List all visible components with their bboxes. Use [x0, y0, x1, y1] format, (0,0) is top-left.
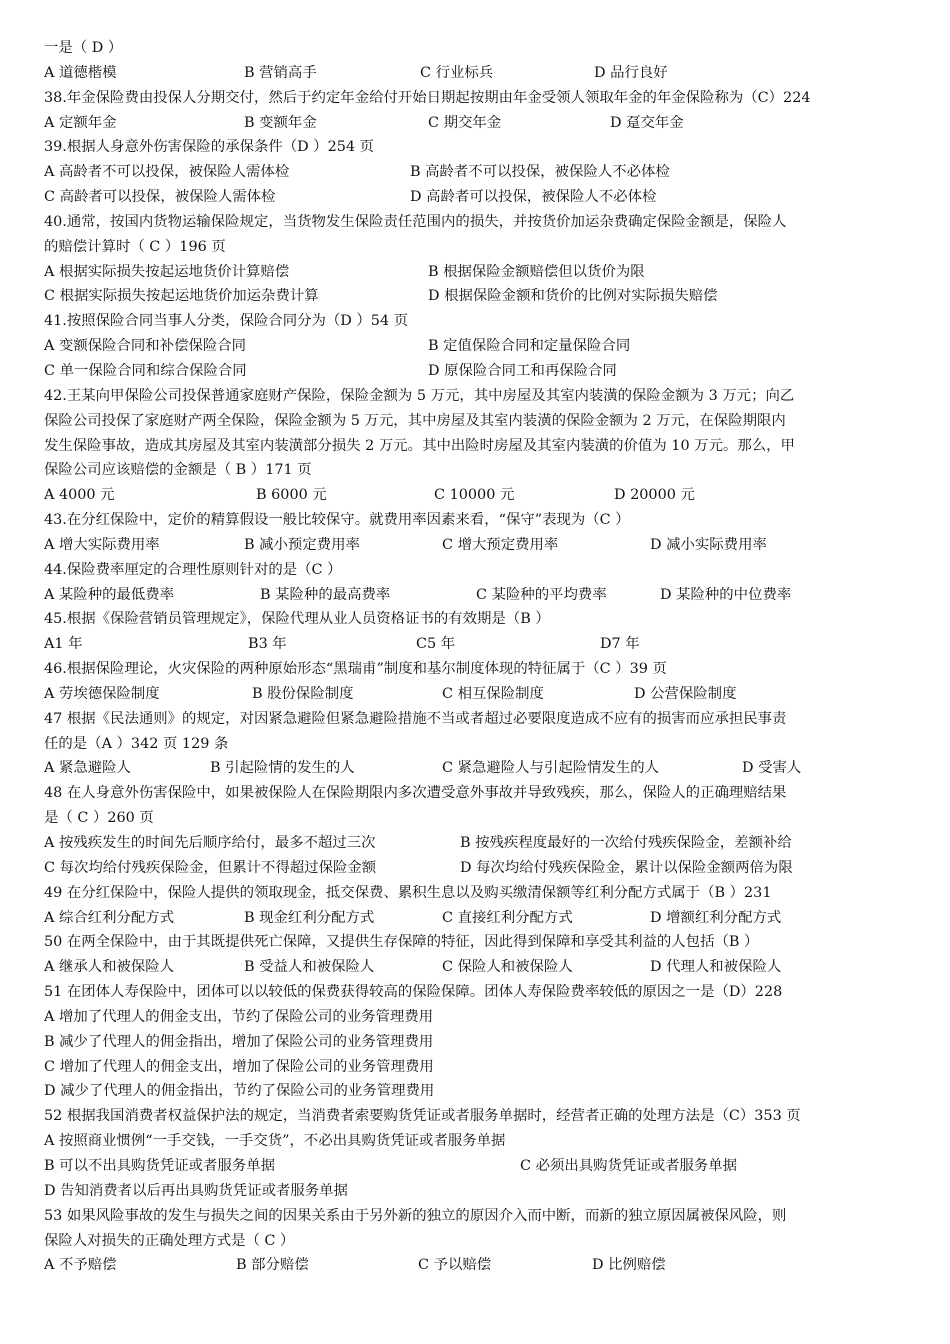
option-d: D 每次均给付残疾保险金，累计以保险金额两倍为限: [460, 859, 793, 876]
options-42: [44, 483, 910, 508]
question-47-line-1: 47 根据《民法通则》的规定，对因紧急避险但紧急避险措施不当或者超过必要限度造成不应有的损害而应承担民事责: [44, 710, 787, 727]
option-b: B 某险种的最高费率: [260, 586, 391, 603]
option-b: B 高龄者不可以投保，被保险人不必体检: [410, 164, 670, 181]
option-a: A 变额保险合同和补偿保险合同: [44, 338, 247, 355]
option-d: D 增额红利分配方式: [650, 909, 782, 926]
option-a: A 根据实际损失按起运地货价计算赔偿: [44, 263, 290, 280]
option-51-c: C 增加了代理人的佣金支出，增加了保险公司的业务管理费用: [44, 1058, 434, 1075]
option-a: A 综合红利分配方式: [44, 909, 175, 926]
option-a: A 4000 元: [44, 487, 115, 504]
option-c: C 行业标兵: [420, 64, 494, 81]
option-c: C 直接红利分配方式: [442, 909, 573, 926]
options-43: [44, 533, 910, 558]
options-40-row1: [44, 260, 910, 285]
option-d: D 公营保险制度: [634, 685, 737, 702]
options-45: [44, 632, 910, 657]
option-b: B 定值保险合同和定量保险合同: [428, 338, 631, 355]
question-53-line-2: 保险人对损失的正确处理方式是（ C ）: [44, 1232, 295, 1249]
question-37-tail: 一是（ D ）: [44, 40, 123, 56]
option-a: A1 年: [44, 636, 83, 653]
option-c: C 高龄者可以投保，被保险人需体检: [44, 189, 276, 206]
question-42-line-2: 保险公司投保了家庭财产两全保险，保险金额为 5 万元，其中房屋及其室内装潢的保险金额为 2 万元，在保险期限内: [44, 412, 786, 429]
question-48-line-2: 是（ C ）260 页: [44, 810, 154, 827]
option-d: D 趸交年金: [610, 114, 684, 131]
option-a: A 道德楷模: [44, 64, 117, 81]
question-53-line-1: 53 如果风险事故的发生与损失之间的因果关系由于另外新的独立的原因介入而中断，而新的独立原因属被保风险，则: [44, 1207, 787, 1224]
option-c: C 必须出具购货凭证或者服务单据: [520, 1157, 738, 1174]
option-d: D 比例赔偿: [592, 1257, 666, 1274]
option-d: D7 年: [600, 636, 640, 653]
option-52-a: A 按照商业惯例“一手交钱，一手交货”，不必出具购货凭证或者服务单据: [44, 1133, 506, 1150]
option-a: A 按残疾发生的时间先后顺序给付，最多不超过三次: [44, 835, 376, 851]
option-b: B 营销高手: [244, 64, 317, 81]
question-40-line-2: 的赔偿计算时（ C ）196 页: [44, 238, 226, 255]
option-51-b: B 减少了代理人的佣金指出，增加了保险公司的业务管理费用: [44, 1033, 434, 1050]
option-d: D 品行良好: [594, 64, 668, 81]
option-d: D 根据保险金额和货价的比例对实际损失赔偿: [428, 288, 718, 305]
option-d: D 20000 元: [614, 487, 695, 504]
option-c: C 10000 元: [434, 487, 515, 504]
option-a: A 定额年金: [44, 114, 117, 131]
options-37: [44, 61, 910, 86]
option-a: A 劳埃德保险制度: [44, 685, 160, 702]
options-52-row2: [44, 1154, 910, 1179]
options-48-row1: [44, 831, 910, 856]
option-a: A 某险种的最低费率: [44, 586, 175, 603]
option-d: D 减小实际费用率: [650, 536, 767, 553]
option-b: B 6000 元: [256, 487, 327, 504]
option-b: B 引起险情的发生的人: [210, 760, 355, 777]
question-42-line-1: 42.王某向甲保险公司投保普通家庭财产保险，保险金额为 5 万元，其中房屋及其室内装潢的保险金额为 3 万元；向乙: [44, 387, 795, 404]
option-d: D 受害人: [742, 760, 802, 777]
option-a: A 继承人和被保险人: [44, 959, 175, 976]
question-48-line-1: 48 在人身意外伤害保险中，如果被保险人在保险期限内多次遭受意外事故并导致残疾，那么，保险人的正确理赔结果: [44, 785, 787, 802]
option-b: B 按残疾程度最好的一次给付残疾保险金，差额补给: [460, 835, 792, 851]
option-b: B 变额年金: [244, 114, 317, 131]
option-b: B3 年: [248, 636, 287, 653]
option-a: A 高龄者不可以投保，被保险人需体检: [44, 164, 290, 181]
option-d: D 代理人和被保险人: [650, 959, 782, 976]
options-53: [44, 1253, 910, 1278]
option-c: C 增大预定费用率: [442, 536, 559, 553]
question-38: 38.年金保险费由投保人分期交付，然后于约定年金给付开始日期起按期由年金受领人领取年金的年金保险称为（C）224: [44, 89, 811, 106]
option-b: B 受益人和被保险人: [244, 959, 375, 976]
question-51: 51 在团体人寿保险中，团体可以以较低的保费获得较高的保险保障。团体人寿保险费率较低的原因之一是（D）228: [44, 984, 783, 1001]
option-a: A 增大实际费用率: [44, 536, 160, 553]
question-40-line-1: 40.通常，按国内货物运输保险规定，当货物发生保险责任范围内的损失，并按货价加运杂费确定保险金额是，保险人: [44, 213, 787, 230]
option-b: B 根据保险金额赔偿但以货价为限: [428, 263, 645, 280]
question-47-line-2: 任的是（A ）342 页 129 条: [44, 735, 229, 752]
option-52-d: D 告知消费者以后再出具购货凭证或者服务单据: [44, 1182, 348, 1199]
option-c: C 保险人和被保险人: [442, 959, 573, 976]
question-43: 43.在分红保险中，定价的精算假设一般比较保守。就费用率因素来看，“保守”表现为（C ）: [44, 512, 630, 529]
options-41-row1: [44, 334, 910, 359]
question-44: 44.保险费率厘定的合理性原则针对的是（C ）: [44, 561, 342, 578]
question-41: 41.按照保险合同当事人分类，保险合同分为（D ）54 页: [44, 313, 409, 330]
option-b: B 现金红利分配方式: [244, 909, 375, 926]
question-46: 46.根据保险理论，火灾保险的两种原始形态“黑瑞甫”制度和基尔制度体现的特征属于（C ）39 页: [44, 661, 667, 678]
options-50: [44, 955, 910, 980]
option-c: C5 年: [416, 636, 456, 653]
option-d: D 原保险合同工和再保险合同: [428, 362, 617, 379]
question-50: 50 在两全保险中，由于其既提供死亡保障，又提供生存保障的特征，因此得到保障和享受其利益的人包括（B ）: [44, 934, 759, 951]
option-c: C 期交年金: [428, 114, 502, 131]
options-49: [44, 906, 910, 931]
option-c: C 单一保险合同和综合保险合同: [44, 362, 247, 379]
option-a: A 不予赔偿: [44, 1257, 117, 1274]
options-41-row2: [44, 359, 910, 384]
question-42-line-4: 保险公司应该赔偿的金额是（ B ）171 页: [44, 462, 312, 479]
options-40-row2: [44, 284, 910, 309]
option-c: C 相互保险制度: [442, 685, 544, 702]
options-48-row2: [44, 856, 910, 881]
options-44: [44, 583, 910, 608]
question-42-line-3: 发生保险事故，造成其房屋及其室内装潢部分损失 2 万元。其中出险时房屋及其室内装潢的价值为 10 万元。那么，甲: [44, 437, 795, 454]
options-39-row2: [44, 185, 910, 210]
option-b: B 股份保险制度: [252, 685, 354, 702]
option-c: C 根据实际损失按起运地货价加运杂费计算: [44, 288, 319, 305]
option-51-d: D 减少了代理人的佣金指出，节约了保险公司的业务管理费用: [44, 1083, 435, 1100]
option-d: D 高龄者可以投保，被保险人不必体检: [410, 189, 657, 206]
question-52: 52 根据我国消费者权益保护法的规定，当消费者索要购货凭证或者服务单据时，经营者正确的处理方法是（C）353 页: [44, 1108, 801, 1125]
option-c: C 某险种的平均费率: [476, 586, 607, 603]
option-b: B 可以不出具购货凭证或者服务单据: [44, 1157, 276, 1174]
options-38: [44, 111, 910, 136]
option-a: A 紧急避险人: [44, 760, 131, 777]
option-c: C 予以赔偿: [418, 1257, 492, 1274]
options-47: [44, 756, 910, 781]
options-46: [44, 682, 910, 707]
question-45: 45.根据《保险营销员管理规定》，保险代理从业人员资格证书的有效期是（B ）: [44, 611, 550, 628]
option-c: C 紧急避险人与引起险情发生的人: [442, 760, 660, 777]
question-39: 39.根据人身意外伤害保险的承保条件（D ）254 页: [44, 139, 375, 156]
option-d: D 某险种的中位费率: [660, 586, 792, 603]
option-c: C 每次均给付残疾保险金，但累计不得超过保险金额: [44, 859, 377, 876]
option-b: B 减小预定费用率: [244, 536, 360, 553]
option-51-a: A 增加了代理人的佣金支出，节约了保险公司的业务管理费用: [44, 1008, 434, 1025]
options-39-row1: [44, 160, 910, 185]
question-49: 49 在分红保险中，保险人提供的领取现金，抵交保费、累积生息以及购买缴清保额等红利分配方式属于（B ）231: [44, 884, 772, 901]
option-b: B 部分赔偿: [236, 1257, 309, 1274]
